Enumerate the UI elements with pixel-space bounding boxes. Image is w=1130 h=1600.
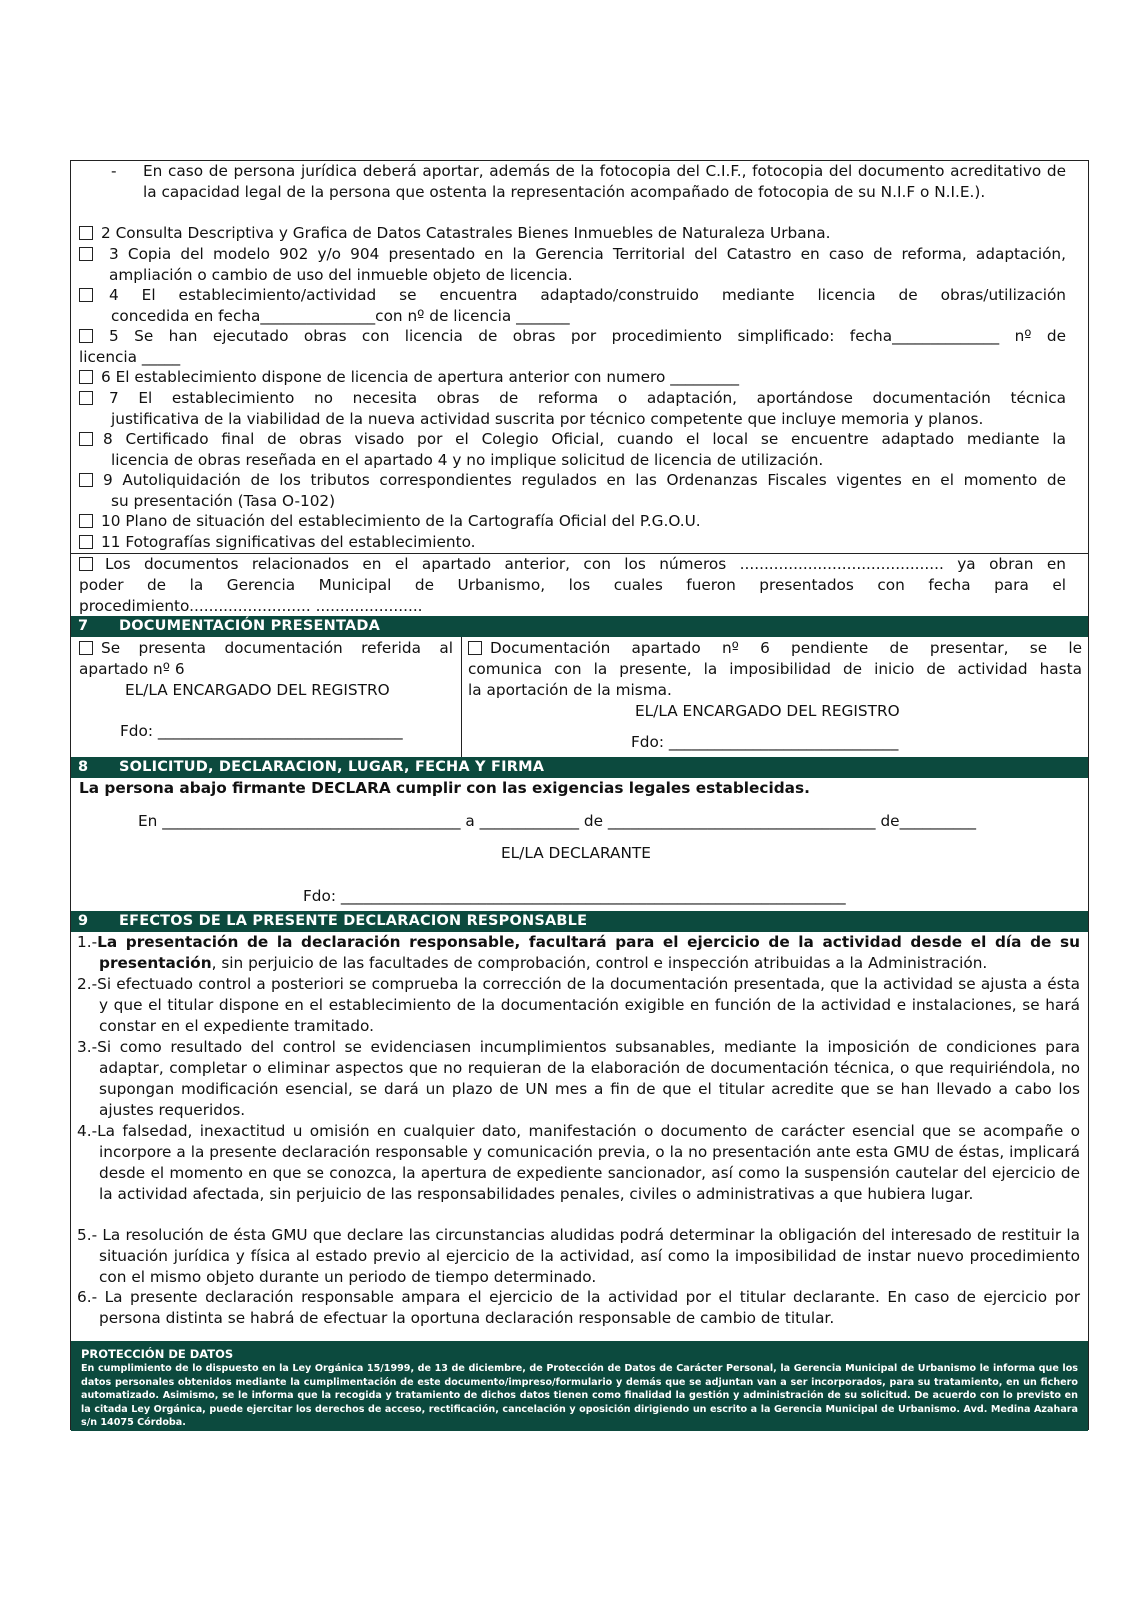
effect-5: [77, 1225, 1080, 1288]
effect-2-text: 2.-Si efectuado control a posteriori se comprueba la corrección de la documentación presentada, que la actividad se ajusta a ésta y que el titular dispone en el establecimiento de la documentación exigible en función de la actividad e instalaciones, se hará constar en el expediente tramitado.: [77, 975, 1080, 1035]
effect-1-rest: , sin perjuicio de las facultades de comprobación, control e inspección atribuidas a la Administración.: [211, 954, 988, 972]
section-8-role: EL/LA DECLARANTE: [501, 844, 651, 862]
doc-item-11-checkbox[interactable]: [79, 535, 93, 549]
data-protection-title: PROTECCIÓN DE DATOS: [81, 1347, 234, 1361]
section-7-left: [79, 638, 453, 701]
effect-2: [77, 974, 1080, 1037]
previous-docs-checkbox[interactable]: [79, 557, 93, 571]
section-7-right-line1: [468, 638, 1082, 659]
section-8-place-date[interactable]: En _______________________________________ a _____________ de ___________________________________ de__________: [138, 812, 977, 830]
section-9-number: 9: [78, 913, 89, 929]
effect-1: [77, 932, 1080, 974]
doc-item-3-label: 3 Copia del modelo 902 y/o 904 presentado en la Gerencia Territorial del Catastro en caso de reforma, adaptación, ampliación o cambio de uso del inmueble objeto de licencia.: [109, 245, 1066, 284]
previous-docs-line3: procedimiento......................... ......................: [79, 597, 423, 615]
section-7-left-role: EL/LA ENCARGADO DEL REGISTRO: [125, 681, 390, 699]
doc-item-4-checkbox[interactable]: [79, 288, 93, 302]
data-protection-box: [71, 1341, 1088, 1431]
effect-4: [77, 1121, 1080, 1205]
section-7-right: [468, 638, 1082, 722]
section-7-left-line2: apartado nº 6: [79, 660, 185, 678]
doc-item-7: [79, 388, 1066, 430]
doc-item-9-line2: su presentación (Tasa O-102): [111, 492, 336, 510]
section-7-title: DOCUMENTACIÓN PRESENTADA: [119, 618, 381, 634]
doc-item-10: [79, 511, 701, 532]
bullet-paragraph: En caso de persona jurídica deberá aportar, además de la fotocopia del C.I.F., fotocopia del documento acreditativo de la capacidad legal de la persona que ostenta la representación acompañado de fotocopia de su N.I.F o N.I.E.).: [143, 162, 1066, 201]
doc-item-5-line2: licencia _____: [79, 348, 181, 366]
section-7-divider: [461, 637, 462, 757]
effect-1-line2: [77, 953, 1080, 974]
doc-item-7-line1: 7 El establecimiento no necesita obras de reforma o adaptación, aportándose documentación técnica: [109, 389, 1066, 407]
section-7-left-signature[interactable]: Fdo: ________________________________: [120, 722, 403, 740]
declaration-form: [70, 160, 1089, 1430]
doc-item-5-line1: 5 Se han ejecutado obras con licencia de obras por procedimiento simplificado: fecha______________ nº de: [109, 327, 1066, 345]
previous-docs: [79, 554, 1066, 617]
effect-5-text: 5.- La resolución de ésta GMU que declare las circunstancias aludidas podrá determinar la obligación del interesado de restituir la situación jurídica y física al estado previo al ejercicio de la actividad, así como la imposibilidad de instar nuevo procedimiento con el mismo objeto durante un periodo de tiempo determinado.: [77, 1226, 1080, 1286]
doc-item-4-line1: 4 El establecimiento/actividad se encuentra adaptado/construido mediante licencia de obras/utilización: [109, 286, 1066, 304]
effect-1-bold-2: presentación: [99, 954, 212, 972]
doc-item-7-line2: justificativa de la viabilidad de la nueva actividad suscrita por técnico competente que incluye memoria y planos.: [111, 410, 984, 428]
section-7-right-role: EL/LA ENCARGADO DEL REGISTRO: [635, 702, 900, 720]
section-7-right-signature[interactable]: Fdo: ______________________________: [631, 733, 899, 751]
effect-1-line1: [77, 932, 1080, 953]
section-7-right-line2: comunica con la presente, la imposibilidad de inicio de actividad hasta: [468, 660, 1082, 678]
bullet-dash: -: [111, 162, 117, 180]
effect-6: [77, 1287, 1080, 1329]
section-7-right-checkbox[interactable]: [468, 641, 482, 655]
section-8-signature[interactable]: Fdo: __________________________________________________________________: [303, 887, 846, 905]
doc-item-10-label: 10 Plano de situación del establecimiento de la Cartografía Oficial del P.G.O.U.: [101, 512, 701, 530]
effect-1-prefix: 1.-: [77, 933, 98, 951]
doc-item-9-checkbox[interactable]: [79, 473, 93, 487]
effect-6-text: 6.- La presente declaración responsable ampara el ejercicio de la actividad por el titular declarante. En caso de ejercicio por persona distinta se habrá de efectuar la oportuna declaración responsable de cambio de titular.: [77, 1288, 1080, 1327]
doc-item-4: [79, 285, 1066, 327]
doc-item-2: [79, 223, 831, 244]
doc-item-8-line2: licencia de obras reseñada en el apartado 4 y no implique solicitud de licencia de utilización.: [111, 451, 824, 469]
doc-item-6-checkbox[interactable]: [79, 370, 93, 384]
doc-item-11-label: 11 Fotografías significativas del establecimiento.: [101, 533, 476, 551]
doc-item-7-checkbox[interactable]: [79, 391, 93, 405]
section-8-header: [71, 757, 1088, 778]
data-protection-body: En cumplimiento de lo dispuesto en la Ley Orgánica 15/1999, de 13 de diciembre, de Protección de Datos de Carácter Personal, la Gerencia Municipal de Urbanismo le informa que los datos personales obtenidos mediante la cumplimentación de este documento/impreso/formulario y demás que se adjuntan van a ser incorporados, para su tratamiento, en un fichero automatizado. Asimismo, se le informa que la recogida y tratamiento de dichos datos tienen como finalidad la gestión y administración de su solicitud. De acuerdo con lo previsto en la citada Ley Orgánica, puede ejercitar los derechos de acceso, rectificación, cancelación y oposición dirigiendo un escrito a la Gerencia Municipal de Urbanismo. Avd. Medina Azahara s/n 14075 Córdoba.: [81, 1363, 1078, 1429]
doc-item-2-checkbox[interactable]: [79, 226, 93, 240]
section-9-header: [71, 911, 1088, 932]
effect-4-text: 4.-La falsedad, inexactitud u omisión en cualquier dato, manifestación o documento de carácter esencial que se acompañe o incorpore a la presente declaración responsable y comunicación previa, o la no presentación ante esta GMU de éstas, implicará desde el momento en que se conozca, la apertura de expediente sancionador, así como la suspensión cautelar del ejercicio de la actividad afectada, sin perjuicio de las responsabilidades penales, civiles o administrativas a que hubiera lugar.: [77, 1122, 1080, 1203]
effect-1-bold: La presentación de la declaración responsable, facultará para el ejercicio de la actividad desde el día de su: [97, 933, 1080, 951]
section-8-number: 8: [78, 759, 89, 775]
section-8-title: SOLICITUD, DECLARACION, LUGAR, FECHA Y FIRMA: [119, 759, 545, 775]
effect-3-text: 3.-Si como resultado del control se evidenciasen incumplimientos subsanables, mediante la imposición de condiciones para adaptar, completar o eliminar aspectos que no requieran de la elaboración de documentación técnica, o que requiriéndola, no supongan modificación esencial, se dará un plazo de UN mes a fin de que el titular acredite que se han llevado a cabo los ajustes requeridos.: [77, 1038, 1080, 1119]
section-7-left-line1: [79, 638, 453, 659]
section-7-left-checkbox[interactable]: [79, 641, 93, 655]
doc-item-2-label: 2 Consulta Descriptiva y Grafica de Datos Catastrales Bienes Inmuebles de Naturaleza Urbana.: [101, 224, 831, 242]
doc-item-3-checkbox[interactable]: [79, 247, 93, 261]
section-7-right-line3: la aportación de la misma.: [468, 681, 672, 699]
section-7-number: 7: [78, 618, 89, 634]
section-7-left-label: Se presenta documentación referida al: [101, 639, 453, 657]
doc-item-5: [79, 326, 1066, 368]
doc-item-9-line1: 9 Autoliquidación de los tributos correspondientes regulados en las Ordenanzas Fiscales vigentes en el momento de: [103, 471, 1066, 489]
doc-item-6-label: 6 El establecimiento dispone de licencia de apertura anterior con numero _________: [101, 368, 740, 386]
doc-item-3: [79, 244, 1066, 286]
section-8-declaration: La persona abajo firmante DECLARA cumplir con las exigencias legales establecidas.: [79, 779, 810, 797]
doc-item-6: [79, 367, 739, 388]
section-7-right-label: Documentación apartado nº 6 pendiente de presentar, se le: [490, 639, 1082, 657]
effect-3: [77, 1037, 1080, 1121]
section-7-header: [71, 616, 1088, 637]
doc-item-9: [79, 470, 1066, 512]
section-9-title: EFECTOS DE LA PRESENTE DECLARACION RESPONSABLE: [119, 913, 588, 929]
doc-item-8-checkbox[interactable]: [79, 432, 93, 446]
previous-docs-line2: poder de la Gerencia Municipal de Urbanismo, los cuales fueron presentados con fecha para el: [79, 576, 1066, 594]
doc-item-4-line2: concedida en fecha_______________con nº de licencia _______: [111, 307, 570, 325]
doc-item-10-checkbox[interactable]: [79, 514, 93, 528]
doc-item-5-checkbox[interactable]: [79, 329, 93, 343]
doc-item-8-line1: 8 Certificado final de obras visado por el Colegio Oficial, cuando el local se encuentre adaptado mediante la: [103, 430, 1066, 448]
doc-item-11: [79, 532, 476, 553]
previous-docs-line1: Los documentos relacionados en el apartado anterior, con los números .......................................... ya obran en: [105, 555, 1066, 573]
doc-item-8: [79, 429, 1066, 471]
